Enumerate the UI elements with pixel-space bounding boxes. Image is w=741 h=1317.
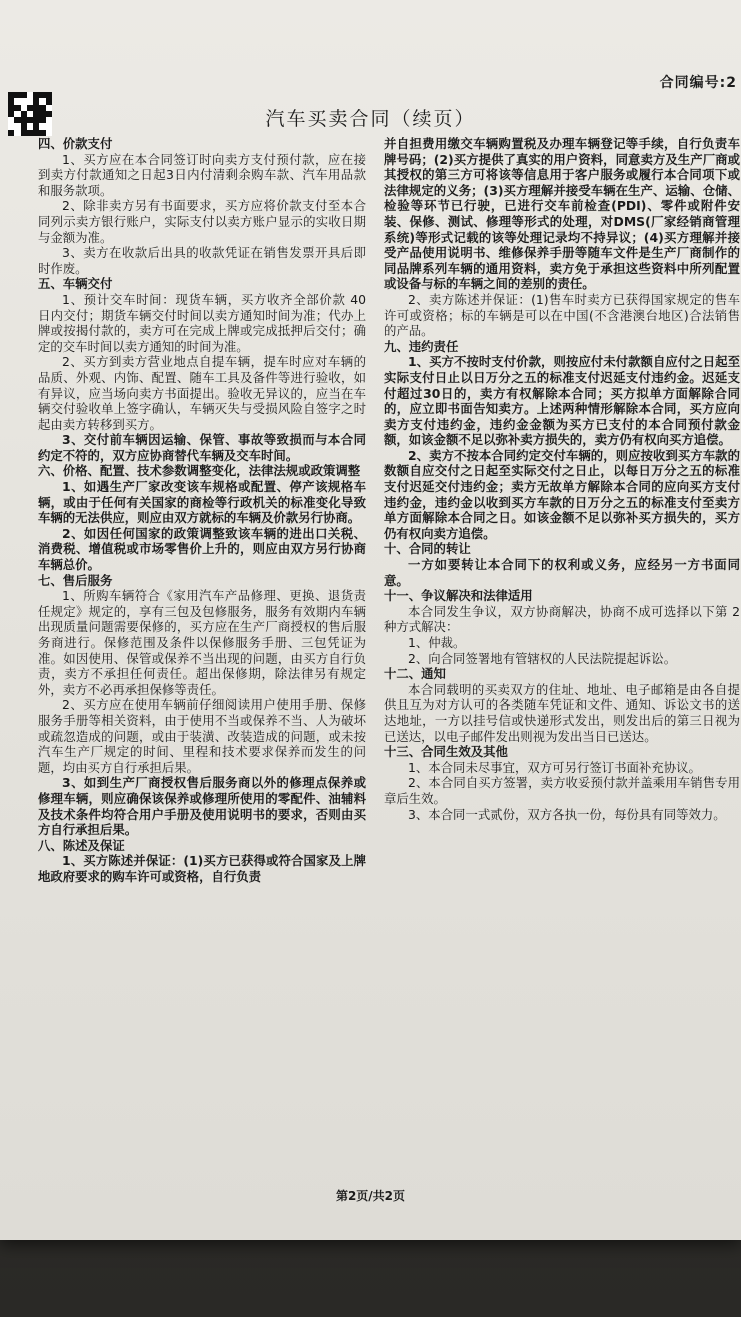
page-footer: 第2页/共2页 xyxy=(335,1189,406,1203)
clause-paragraph: 3、如到生产厂商授权售后服务商以外的修理点保养或修理车辆，则应确保该保养或修理所使用的零配件、油辅料及技术条件均符合用户手册及使用说明书的要求，否则由买方自行承担后果。 xyxy=(38,775,366,838)
section-heading: 十一、争议解决和法律适用 xyxy=(384,588,533,604)
clause-paragraph: 2、向合同签署地有管辖权的人民法院提起诉讼。 xyxy=(408,650,677,666)
section-heading: 七、售后服务 xyxy=(38,572,113,588)
clause-paragraph: 1、仲裁。 xyxy=(408,635,466,650)
section-heading: 十三、合同生效及其他 xyxy=(384,744,508,760)
clause-paragraph: 1、如遇生产厂家改变该车规格或配置、停产该规格车辆，或由于任何有关国家的商检等行政机关的标准变化导致车辆的无法供应，则应由双方就标的车辆及价款另行协商。 xyxy=(38,479,366,526)
right-column xyxy=(384,136,740,822)
contract-number: 合同编号:2 xyxy=(659,75,737,91)
clause-paragraph: 2、卖方不按本合同约定交付车辆的，则应按收到买方车款的数额自应交付之日起至实际交付之日止，以每日万分之五的标准支付迟延交付违约金；卖方无故单方解除本合同的应向买方支付违约金，违约金以收到买方车款的日万分之五的标准支付至卖方单方面解除本合同之日。如该金额不足以弥补买方损失的，买方仍有权向卖方追偿。 xyxy=(384,447,740,541)
clause-paragraph: 本合同载明的买卖双方的住址、地址、电子邮箱是由各自提供且互为对方认可的各类随车凭证和文件、通知、诉讼文书的送达地址，一方以挂号信或快递形式发出，则发出后的第三日视为已送达，以电子邮件发出则视为发出当日已送达。 xyxy=(384,681,740,744)
clause-paragraph: 3、卖方在收款后出具的收款凭证在销售发票开具后即时作废。 xyxy=(38,245,366,276)
clause-paragraph: 2、买方应在使用车辆前仔细阅读用户使用手册、保修服务手册等相关资料，由于使用不当或保养不当、人为破坏或疏忽造成的问题，或由于装潢、改装造成的问题，或未按汽车生产厂规定的时间、里程和技术要求保养而发生的问题，均由买方自行承担后果。 xyxy=(38,697,366,775)
left-column xyxy=(38,136,366,885)
section-heading: 十、合同的转让 xyxy=(384,541,471,557)
clause-paragraph: 1、所购车辆符合《家用汽车产品修理、更换、退货责任规定》规定的，享有三包及包修服务，服务有效期内车辆出现质量问题需要保修的，买方应在生产厂商授权的售后服务商进行。保修范围及条件以保修服务手册、三包凭证为准。如因使用、保管或保养不当出现的问题，由买方自行负责，卖方不承担任何责任。超出保修期，除法律另有规定外，卖方不必再承担保修等责任。 xyxy=(38,588,366,697)
clause-paragraph: 2、如因任何国家的政策调整致该车辆的进出口关税、消费税、增值税或市场零售价上升的，则应由双方另行协商车辆总价。 xyxy=(38,525,366,573)
clause-paragraph: 3、交付前车辆因运输、保管、事故等致损而与本合同约定不符的，双方应协商替代车辆及交车时间。 xyxy=(38,432,366,463)
clause-paragraph: 一方如要转让本合同下的权利或义务，应经另一方书面同意。 xyxy=(384,557,740,588)
clause-paragraph: 并自担费用缴交车辆购置税及办理车辆登记等手续，自行负责车牌号码；(2)买方提供了真实的用户资料，同意卖方及生产厂商或其授权的第三方可将该等信息用于客户服务或履行本合同项下或法律规定的义务；(3)买方理解并接受车辆在生产、运输、仓储、检验等环节已行驶，已进行交车前检查(PDI)、零件或附件安装、保修、测试、修理等形式的处理，对DMS(厂家经销商管理系统)等形式记载的该等处理记录均不持异议；(4)买方理解并接受产品使用说明书、维修保养手册等随车文件是生产厂商制作的同品牌系列车辆的通用资料，卖方免于承担这些资料中所列配置或设备与标的车辆之间的差别的责任。 xyxy=(384,136,740,292)
clause-paragraph: 2、本合同自买方签署，卖方收妥预付款并盖乘用车销售专用章后生效。 xyxy=(384,775,740,806)
section-heading: 六、价格、配置、技术参数调整变化，法律法规或政策调整 xyxy=(38,463,361,479)
clause-paragraph: 2、卖方陈述并保证：(1)售车时卖方已获得国家规定的售车许可或资格；标的车辆是可以在中国(不含港澳台地区)合法销售的产品。 xyxy=(384,291,740,339)
clause-paragraph: 2、买方到卖方营业地点自提车辆，提车时应对车辆的品质、外观、内饰、配置、随车工具及备件等进行验收，如有异议，应当场向卖方书面提出。验收无异议的，应当在车辆交付验收单上签字确认，车辆灭失与受损风险自签字之时起由卖方转移到买方。 xyxy=(38,354,366,432)
clause-paragraph: 本合同发生争议，双方协商解决，协商不成可选择以下第 2 种方式解决： xyxy=(384,603,740,635)
section-heading: 九、违约责任 xyxy=(384,338,459,354)
clause-paragraph: 1、买方应在本合同签订时向卖方支付预付款，应在接到卖方付款通知之日起3日内付清剩余购车款、汽车用品款和服务款项。 xyxy=(38,151,366,198)
section-heading: 十二、通知 xyxy=(384,666,446,682)
clause-paragraph: 1、本合同未尽事宜，双方可另行签订书面补充协议。 xyxy=(408,759,701,775)
page-title: 汽车买卖合同（续页） xyxy=(265,108,476,130)
clause-paragraph: 1、预计交车时间：现货车辆，买方收齐全部价款 40 日内交付；期货车辆交付时间以卖方通知时间为准；代办上牌或按揭付款的，卖方可在完成上牌或完成抵押后交付；确定的交车时间以卖方通知的时间为准。 xyxy=(38,291,366,354)
clause-paragraph: 3、本合同一式贰份，双方各执一份，每份具有同等效力。 xyxy=(408,806,726,822)
clause-paragraph: 1、买方陈述并保证：(1)买方已获得或符合国家及上牌地政府要求的购车许可或资格，自行负责 xyxy=(38,853,366,884)
section-heading: 四、价款支付 xyxy=(38,136,113,151)
section-heading: 八、陈述及保证 xyxy=(38,837,125,853)
clause-paragraph: 1、买方不按时支付价款，则按应付未付款额自应付之日起至实际支付日止以日万分之五的标准支付迟延支付违约金。迟延支付超过30日的，卖方有权解除本合同；买方拟单方面解除合同的，应立即书面告知卖方。上述两种情形解除本合同，买方应向卖方支付违约金，违约金金额为买方已支付的本合同预付款金额，如该金额不足以弥补卖方损失的，卖方仍有权向买方追偿。 xyxy=(384,354,740,448)
clause-paragraph: 2、除非卖方另有书面要求，买方应将价款支付至本合同列示卖方银行账户，实际支付以卖方账户显示的实收日期与金额为准。 xyxy=(38,198,366,245)
section-heading: 五、车辆交付 xyxy=(38,276,113,292)
